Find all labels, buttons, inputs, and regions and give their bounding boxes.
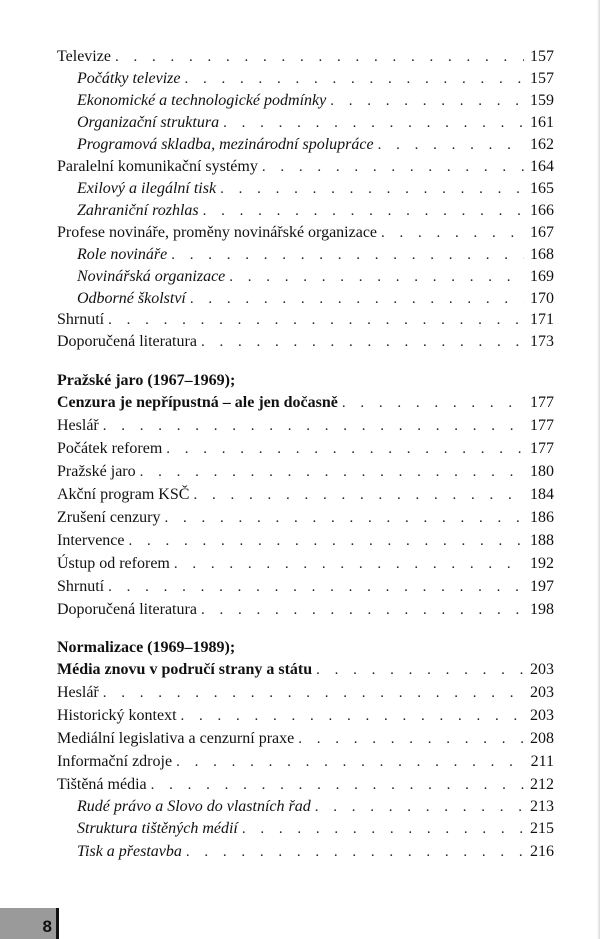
toc-entry-title: Shrnutí [57,578,105,595]
toc-leader-dots [378,134,524,156]
toc-leader-dots [193,484,524,506]
toc-entry-title: Tištěná média [57,776,147,793]
toc-entry-title: Paralelní komunikační systémy [57,158,258,175]
toc-leader-dots [342,392,524,414]
toc-leader-dots [315,796,524,818]
toc-leader-dots [103,415,524,437]
toc-leader-dots [174,553,524,575]
toc-entry [57,200,554,222]
toc-entry-page: 216 [530,843,554,860]
toc-entry-page: 162 [530,136,554,153]
toc-entry-page: 213 [530,798,554,815]
toc-entry-title: Rudé právo a Slovo do vlastních řad [77,798,311,815]
toc-entry-title: Ústup od reforem [57,555,170,572]
toc-entry-title: Organizační struktura [77,114,220,131]
toc-entry-page: 186 [530,509,554,526]
toc-entry-title: Doporučená literatura [57,601,197,618]
toc-entry-title: Cenzura je nepřípustná – ale jen dočasně [57,394,338,411]
toc-entry [57,112,554,134]
toc-entry-page: 157 [530,70,554,87]
toc-entry-title: Počátky televize [77,70,181,87]
toc-leader-dots [190,288,524,310]
toc-entry-page: 177 [530,417,554,434]
toc-entry-page: 184 [530,486,554,503]
toc-entry-page: 188 [530,532,554,549]
toc-entry-title: Počátek reforem [57,440,163,457]
toc-entry-title: Odborné školství [77,290,186,307]
toc-entry-page: 211 [530,753,554,770]
toc-entry [57,484,554,506]
toc-entry-title: Informační zdroje [57,753,173,770]
toc-entry-title: Mediální legislativa a cenzurní praxe [57,730,295,747]
toc-leader-dots [108,576,524,598]
toc-entry [57,438,554,460]
toc-entry [57,266,554,288]
toc-entry-page: 157 [530,48,554,65]
toc-entry [57,507,554,529]
toc-leader-dots [108,309,524,331]
toc-entry-page: 159 [530,92,554,109]
toc-entry [57,309,554,331]
toc-entry-page: 212 [530,776,554,793]
toc-entry-title: Exilový a ilegální tisk [77,180,217,197]
toc-leader-dots [201,331,524,353]
toc-entry [57,331,554,353]
toc-leader-dots [203,200,524,222]
toc-entry [57,392,554,414]
toc-entry [57,576,554,598]
toc-entry-title: Role novináře [77,246,168,263]
toc-entry-title: Normalizace (1969–1989); [57,639,236,656]
toc-entry [57,46,554,68]
toc-entry [57,682,554,704]
toc-entry [57,288,554,310]
toc-entry-page: 192 [530,555,554,572]
toc-entry-page: 164 [530,158,554,175]
toc-leader-dots [220,178,524,200]
toc-entry [57,178,554,200]
toc-entry-page: 165 [530,180,554,197]
toc-leader-dots [381,222,524,244]
toc-entry-title: Zahraniční rozhlas [77,202,199,219]
toc-leader-dots [181,705,524,727]
toc-entry [57,796,554,818]
toc-entry-page: 173 [530,333,554,350]
toc-entry-title: Shrnutí [57,311,105,328]
toc-entry-page: 170 [530,290,554,307]
toc-entry [57,68,554,90]
toc-entry [57,244,554,266]
toc-entry [57,774,554,796]
toc-leader-dots [171,244,524,266]
toc-leader-dots [262,156,524,178]
toc-leader-dots [316,659,524,681]
toc-entry-title: Heslář [57,684,99,701]
toc-entry [57,530,554,552]
toc-entry [57,156,554,178]
toc-entry-title: Struktura tištěných médií [77,820,238,837]
toc-entry [57,637,554,659]
toc-entry-title: Pražské jaro [57,463,136,480]
toc-leader-dots [103,682,524,704]
toc-entry [57,461,554,483]
toc-entry [57,370,554,392]
toc-entry-title: Televize [57,48,111,65]
toc-entry-page: 177 [530,440,554,457]
toc-entry-title: Média znovu v područí strany a státu [57,661,313,678]
toc-leader-dots [151,774,524,796]
toc-entry-title: Zrušení cenzury [57,509,161,526]
toc-entry [57,222,554,244]
toc-entry [57,599,554,621]
toc-leader-dots [186,841,524,863]
toc-entry-title: Novinářská organizace [77,268,226,285]
toc-entry-title: Historický kontext [57,707,177,724]
toc-leader-dots [185,68,525,90]
toc-leader-dots [140,461,524,483]
toc-entry-page: 180 [530,463,554,480]
toc-entry-title: Akční program KSČ [57,486,190,503]
toc-entry [57,659,554,681]
toc-leader-dots [201,599,524,621]
toc-entry-page: 203 [530,684,554,701]
toc-entry-title: Profese novináře, proměny novinářské organizace [57,224,378,241]
toc-entry [57,553,554,575]
toc-entry [57,841,554,863]
toc-entry-page: 171 [530,311,554,328]
toc-entry-page: 203 [530,661,554,678]
toc-entry-page: 197 [530,578,554,595]
toc-leader-dots [166,438,524,460]
toc-entry-page: 167 [530,224,554,241]
toc-leader-dots [298,728,524,750]
toc-entry-page: 169 [530,268,554,285]
toc-entry-page: 198 [530,601,554,618]
toc-leader-dots [330,90,524,112]
toc-leader-dots [229,266,524,288]
toc-entry-page: 161 [530,114,554,131]
toc-entry-title: Heslář [57,417,99,434]
toc-entry-title: Tisk a přestavba [77,843,182,860]
toc-entry [57,90,554,112]
toc-entry-title: Programová skladba, mezinárodní spolupráce [77,136,374,153]
toc-entry-title: Intervence [57,532,125,549]
toc-leader-dots [242,818,524,840]
toc-entry [57,415,554,437]
toc-entry-page: 203 [530,707,554,724]
toc-entry [57,728,554,750]
toc-entry-title: Doporučená literatura [57,333,197,350]
toc-entry-page: 166 [530,202,554,219]
toc-leader-dots [176,751,524,773]
toc-leader-dots [223,112,524,134]
toc-entry [57,134,554,156]
toc-entry-page: 208 [530,730,554,747]
toc-entry-title: Ekonomické a technologické podmínky [77,92,327,109]
toc-leader-dots [129,530,524,552]
toc-entry [57,705,554,727]
toc-entry-page: 177 [530,394,554,411]
page-number-tab [0,908,59,939]
toc-entry [57,818,554,840]
toc-entry-page: 215 [530,820,554,837]
page-number: 8 [42,917,52,936]
toc-entry-title: Pražské jaro (1967–1969); [57,372,236,389]
toc-leader-dots [115,46,524,68]
toc-leader-dots [165,507,524,529]
toc-entry-page: 168 [530,246,554,263]
toc-entry [57,751,554,773]
